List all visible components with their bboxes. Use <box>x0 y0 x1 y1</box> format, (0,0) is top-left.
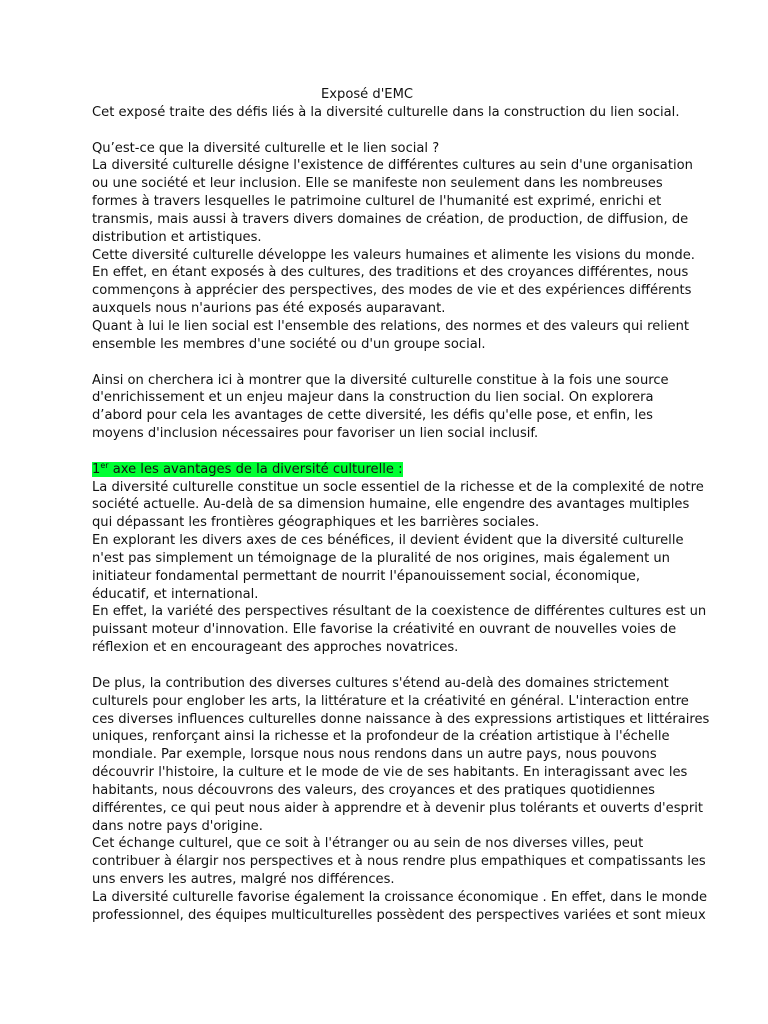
blank-line <box>92 657 692 675</box>
blank-line <box>92 443 692 461</box>
paragraph-richness <box>92 479 704 533</box>
document-title: Exposé d'EMC <box>321 87 414 102</box>
paragraph-definition <box>92 157 692 246</box>
paragraph-problem <box>92 372 692 443</box>
text-line: mondiale. Par exemple, lorsque nous nous rendons dans un autre pays, nous pouvons <box>92 747 657 763</box>
text-line: professionnel, des équipes multiculturelles possèdent des perspectives variées et sont mieux <box>92 907 706 923</box>
text-line: ou une société et leur inclusion. Elle se manifeste non seulement dans les nombreuses <box>92 176 663 192</box>
text-line: auxquels nous n'aurions pas été exposés auparavant. <box>92 301 446 317</box>
text-line: formes à travers lesquelles le patrimoine culturel de l'humanité est exprimé, enrichi et <box>92 194 662 210</box>
heading-number: 1 <box>92 461 101 477</box>
text-line: En effet, la variété des perspectives résultant de la coexistence de différentes cultures est un <box>92 604 707 620</box>
text-line: culturels pour englober les arts, la littérature et la créativité en général. L'interaction entre <box>92 693 689 709</box>
text-line: commençons à apprécier des perspectives, des modes de vie et des expériences différents <box>92 283 692 299</box>
text-line: distribution et artistiques. <box>92 229 262 245</box>
text-line: En explorant les divers axes de ces bénéfices, il devient évident que la diversité culturelle <box>92 533 684 549</box>
text-line: La diversité culturelle favorise également la croissance économique . En effet, dans le monde <box>92 889 708 905</box>
text-line: Cette diversité culturelle développe les valeurs humaines et alimente les visions du monde. <box>92 247 695 263</box>
text-line: initiateur fondamental permettant de nourrit l'épanouissement social, économique, <box>92 568 640 584</box>
intro-line: Cet exposé traite des défis liés à la diversité culturelle dans la construction du lien social. <box>92 104 680 120</box>
paragraph-exchange <box>92 835 706 889</box>
text-line: différentes, ce qui peut nous aider à apprendre et à devenir plus tolérants et ouverts d'esprit <box>92 800 703 816</box>
text-line: ensemble les membres d'une société ou d'un groupe social. <box>92 336 486 352</box>
paragraph-arts <box>92 675 710 836</box>
text-line: Cet échange culturel, que ce soit à l'étranger ou au sein de nos diverses villes, peut <box>92 836 644 852</box>
text-line: De plus, la contribution des diverses cultures s'étend au-delà des domaines strictement <box>92 675 669 691</box>
text-line: Ainsi on cherchera ici à montrer que la diversité culturelle constitue à la fois une source <box>92 372 669 388</box>
text-line: découvrir l'histoire, la culture et le mode de vie de ses habitants. En interagissant avec les <box>92 765 688 781</box>
text-line: uns envers les autres, malgré nos différences. <box>92 872 395 888</box>
text-line: Quant à lui le lien social est l'ensemble des relations, des normes et des valeurs qui relient <box>92 318 690 334</box>
heading-superscript: er <box>100 460 109 470</box>
text-line: habitants, nous découvrons des valeurs, des croyances et des pratiques quotidiennes <box>92 782 655 798</box>
text-line: contribuer à élargir nos perspectives et à nous rendre plus empathiques et compatissants les <box>92 854 706 870</box>
text-line: transmis, mais aussi à travers divers domaines de création, de production, de diffusion, de <box>92 211 689 227</box>
text-line: puissant moteur d'innovation. Elle favorise la créativité en ouvrant de nouvelles voies de <box>92 622 677 638</box>
text-line: d’abord pour cela les avantages de cette diversité, les défis qu'elle pose, et enfin, les <box>92 408 654 424</box>
text-line: société actuelle. Au-delà de sa dimension humaine, elle engendre des avantages multiples <box>92 497 690 513</box>
text-line: n'est pas simplement un témoignage de la pluralité de nos origines, mais également un <box>92 550 670 566</box>
paragraph-innovation <box>92 603 707 657</box>
document-page <box>92 86 710 925</box>
paragraph-economy <box>92 889 708 925</box>
highlighted-heading <box>92 462 403 477</box>
paragraph-social-link <box>92 318 692 354</box>
question-line: Qu’est-ce que la diversité culturelle et le lien social ? <box>92 140 440 156</box>
text-line: éducatif, et international. <box>92 586 259 602</box>
text-line: uniques, renforçant ainsi la richesse et la profondeur de la création artistique à l'échelle <box>92 729 670 745</box>
text-line: dans notre pays d'origine. <box>92 818 263 834</box>
text-line: En effet, en étant exposés à des cultures, des traditions et des croyances différentes, nous <box>92 265 689 281</box>
paragraph-values <box>92 247 695 318</box>
heading-text: axe les avantages de la diversité culturelle : <box>108 461 403 477</box>
text-line: moyens d'inclusion nécessaires pour favoriser un lien social inclusif. <box>92 426 539 442</box>
text-line: ces diverses influences culturelles donne naissance à des expressions artistiques et littéraires <box>92 711 710 727</box>
text-line: La diversité culturelle désigne l'existence de différentes cultures au sein d'une organisation <box>92 158 693 174</box>
text-line: d'enrichissement et un enjeu majeur dans la construction du lien social. On explorera <box>92 390 654 406</box>
blank-line <box>92 122 692 140</box>
text-line: qui dépassant les frontières géographiques et les barrières sociales. <box>92 515 540 531</box>
text-line: La diversité culturelle constitue un socle essentiel de la richesse et de la complexité de notre <box>92 479 704 495</box>
text-line: réflexion et en encourageant des approches novatrices. <box>92 640 459 656</box>
blank-line <box>92 354 692 372</box>
section-heading <box>92 461 692 479</box>
paragraph-benefits <box>92 532 692 603</box>
